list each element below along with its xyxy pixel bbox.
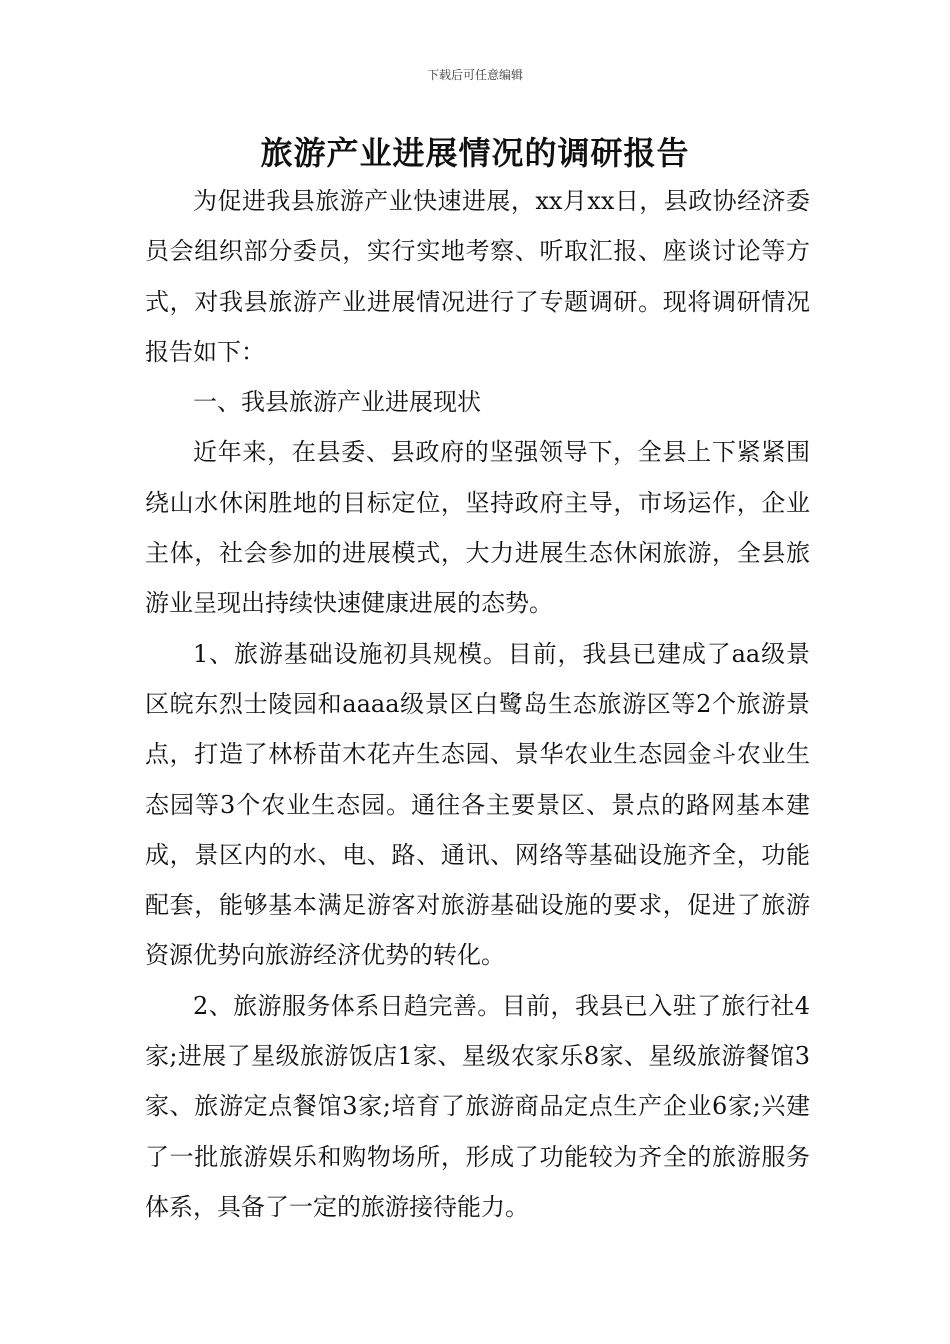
overview-paragraph: 近年来，在县委、县政府的坚强领导下，全县上下紧紧围绕山水休闲胜地的目标定位，坚持政府主导，市场运作，企业主体，社会参加的进展模式，大力进展生态休闲旅游，全县旅游业呈现出持续快速健康进展的态势。 (145, 438, 810, 618)
service-system-paragraph: 2、旅游服务体系日趋完善。目前，我县已入驻了旅行社4家;进展了星级旅游饭店1家、星级农家乐8家、星级旅游餐馆3家、旅游定点餐馆3家;培育了旅游商品定点生产企业6家;兴建了一批旅游娱乐和购物场所，形成了功能较为齐全的旅游服务体系，具备了一定的旅游接待能力。 (145, 991, 810, 1221)
document-title: 旅游产业进展情况的调研报告 (260, 134, 690, 172)
infrastructure-paragraph: 1、旅游基础设施初具规模。目前，我县已建成了aa级景区皖东烈士陵园和aaaa级景区白鹭岛生态旅游区等2个旅游景点，打造了林桥苗木花卉生态园、景华农业生态园金斗农业生态园等3个农业生态园。通往各主要景区、景点的路网基本建成，景区内的水、电、路、通讯、网络等基础设施齐全，功能配套，能够基本满足游客对旅游基础设施的要求，促进了旅游资源优势向旅游经济优势的转化。 (145, 639, 810, 970)
page-header-note: 下载后可任意编辑 (426, 68, 523, 82)
document-body (145, 176, 810, 1232)
section-heading: 一、我县旅游产业进展现状 (193, 388, 481, 417)
intro-paragraph: 为促进我县旅游产业快速进展，xx月xx日，县政协经济委员会组织部分委员，实行实地考察、听取汇报、座谈讨论等方式，对我县旅游产业进展情况进行了专题调研。现将调研情况报告如下： (145, 187, 810, 366)
